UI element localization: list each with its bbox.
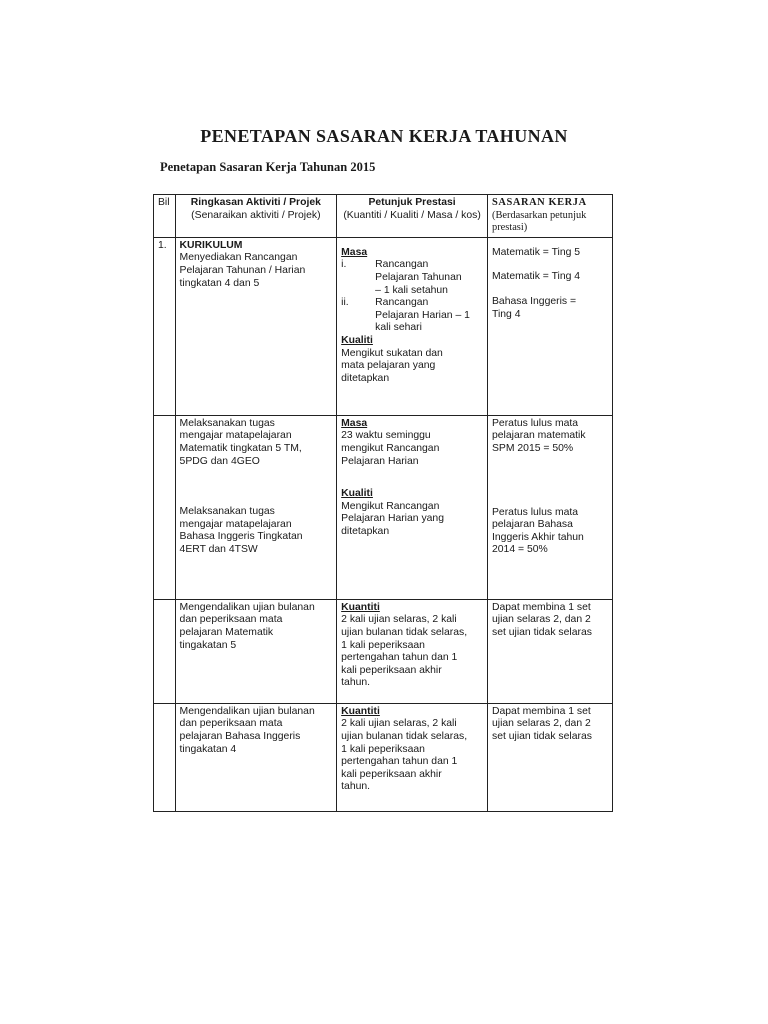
- masa-list: [341, 259, 483, 335]
- sasaran-item: Dapat membina 1 set ujian selaras 2, dan 2 set ujian tidak selaras: [492, 601, 592, 638]
- cell-petunjuk: [337, 415, 488, 599]
- cell-petunjuk: [337, 703, 488, 811]
- aktiviti-text: Menyediakan Rancangan Pelajaran Tahunan / Harian tingkatan 4 dan 5: [179, 252, 306, 289]
- table-row: [154, 237, 613, 415]
- header-bil: Bil: [154, 195, 176, 238]
- document-title: PENETAPAN SASARAN KERJA TAHUNAN: [200, 126, 568, 146]
- list-number: ii.: [341, 297, 349, 309]
- cell-sasaran: [488, 415, 613, 599]
- header-aktiviti-sub: (Senaraikan aktiviti / Projek): [191, 209, 321, 221]
- header-petunjuk: [337, 195, 488, 238]
- table-row: [154, 415, 613, 599]
- aktiviti-text: Melaksanakan tugas mengajar matapelajaran Matematik tingkatan 5 TM, 5PDG dan 4GEO: [179, 417, 302, 467]
- table-header-row: [154, 195, 613, 238]
- list-item: Rancangan Pelajaran Harian – 1 kali sehari: [375, 297, 470, 334]
- kualiti-label: Kualiti: [341, 334, 373, 346]
- header-aktiviti-title: Ringkasan Aktiviti / Projek: [190, 197, 321, 208]
- sasaran-item: Peratus lulus mata pelajaran matematik SPM 2015 = 50%: [492, 417, 586, 454]
- cell-sasaran: [488, 703, 613, 811]
- sasaran-kerja-table: [153, 194, 613, 812]
- cell-bil: 1.: [154, 237, 176, 415]
- sasaran-item: Peratus lulus mata pelajaran Bahasa Inggeris Akhir tahun 2014 = 50%: [492, 506, 584, 556]
- table-row: [154, 703, 613, 811]
- cell-bil: [154, 415, 176, 599]
- header-petunjuk-title: Petunjuk Prestasi: [368, 197, 456, 208]
- cell-sasaran: [488, 599, 613, 703]
- list-number: i.: [341, 259, 347, 271]
- cell-sasaran: [488, 237, 613, 415]
- kuantiti-label: Kuantiti: [341, 705, 380, 717]
- masa-text: 23 waktu seminggu mengikut Rancangan Pelajaran Harian: [341, 430, 440, 467]
- table-row: [154, 599, 613, 703]
- sasaran-item: Matematik = Ting 4: [492, 271, 581, 283]
- cell-aktiviti: [175, 703, 337, 811]
- header-sasaran-title: SASARAN KERJA: [492, 197, 587, 208]
- header-petunjuk-sub: (Kuantiti / Kualiti / Masa / kos): [343, 209, 481, 221]
- masa-label: Masa: [341, 417, 368, 429]
- kualiti-label: Kualiti: [341, 488, 373, 500]
- kualiti-text: Mengikut sukatan dan mata pelajaran yang ditetapkan: [341, 347, 443, 384]
- sasaran-item: Dapat membina 1 set ujian selaras 2, dan 2 set ujian tidak selaras: [492, 705, 592, 742]
- kurikulum-heading: KURIKULUM: [179, 239, 243, 251]
- kualiti-text: Mengikut Rancangan Pelajaran Harian yang ditetapkan: [341, 500, 444, 537]
- cell-aktiviti: [175, 237, 337, 415]
- aktiviti-text: Melaksanakan tugas mengajar matapelajaran Bahasa Inggeris Tingkatan 4ERT dan 4TSW: [179, 506, 303, 555]
- aktiviti-text: Mengendalikan ujian bulanan dan peperiksaan mata pelajaran Matematik tingakatan 5: [179, 601, 315, 651]
- kuantiti-label: Kuantiti: [341, 601, 380, 613]
- sasaran-item: Matematik = Ting 5: [492, 246, 581, 258]
- cell-aktiviti: [175, 599, 337, 703]
- sasaran-item: Bahasa Inggeris = Ting 4: [492, 295, 577, 320]
- header-aktiviti: [175, 195, 337, 238]
- masa-label: Masa: [341, 246, 368, 258]
- aktiviti-text: Mengendalikan ujian bulanan dan peperiksaan mata pelajaran Bahasa Inggeris tingakatan 4: [179, 705, 315, 755]
- cell-petunjuk: [337, 599, 488, 703]
- cell-petunjuk: [337, 237, 488, 415]
- header-sasaran: [488, 195, 613, 238]
- cell-bil: [154, 599, 176, 703]
- cell-bil: [154, 703, 176, 811]
- document-subtitle: Penetapan Sasaran Kerja Tahunan 2015: [160, 160, 376, 174]
- header-sasaran-sub: (Berdasarkan petunjuk prestasi): [492, 209, 587, 234]
- list-item: Rancangan Pelajaran Tahunan – 1 kali setahun: [375, 259, 462, 296]
- kuantiti-text: 2 kali ujian selaras, 2 kali ujian bulanan tidak selaras, 1 kali peperiksaan pertengahan tahun dan 1 kali peperiksaan akhir tahun.: [341, 718, 468, 793]
- kuantiti-text: 2 kali ujian selaras, 2 kali ujian bulanan tidak selaras, 1 kali peperiksaan pertengahan tahun dan 1 kali peperiksaan akhir tahun.: [341, 614, 468, 689]
- cell-aktiviti: [175, 415, 337, 599]
